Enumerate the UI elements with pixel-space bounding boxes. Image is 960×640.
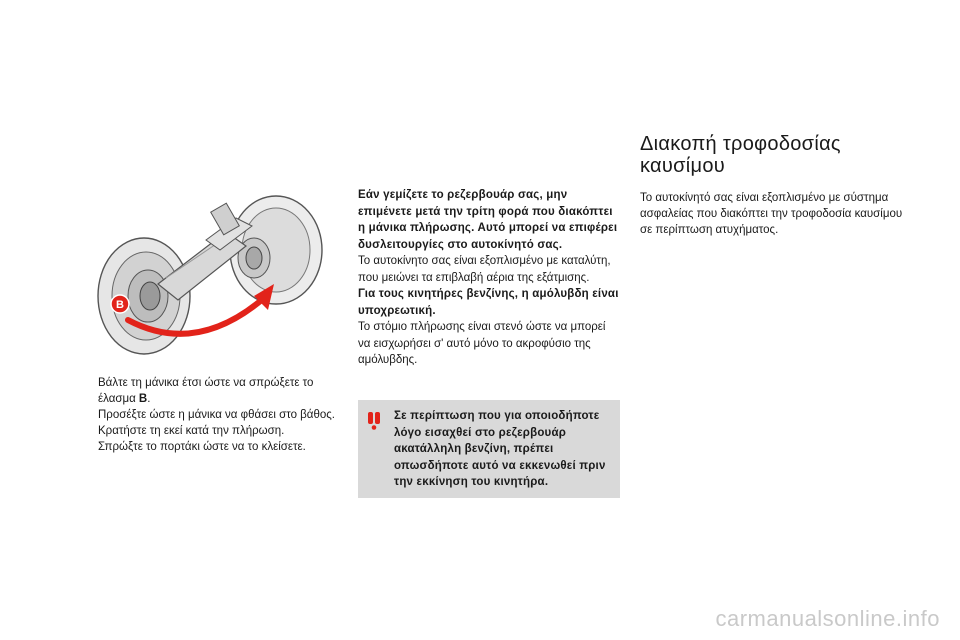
- section-body: Το αυτοκίνητό σας είναι εξοπλισμένο με σύστημα ασφαλείας που διακόπτει την τροφοδοσία καυσίμου σε περίπτωση ατυχήματος.: [640, 192, 903, 236]
- step-tail: .: [147, 393, 151, 405]
- list-item: [76, 375, 346, 407]
- step-emphasis: B: [138, 393, 148, 405]
- catalyst-text: Το αυτοκίνητο σας είναι εξοπλισμένο με καταλύτη, που μειώνει τα επιβλαβή αέρια της εξάτμισης.: [358, 255, 611, 284]
- unleaded-heading: Για τους κινητήρες βενζίνης, η αμόλυβδη είναι υποχρεωτική.: [358, 288, 619, 317]
- watermark: carmanualsonline.info: [715, 606, 940, 631]
- warning-text: Σε περίπτωση που για οποιοδήποτε λόγο εισαχθεί στο ρεζερβουάρ ακατάλληλη βενζίνη, πρέπει οπωσδήποτε αυτό να εκκενωθεί πριν την εκκίνηση του κινητήρα.: [394, 410, 606, 488]
- refuel-notes: [358, 187, 620, 369]
- step-text: Σπρώξτε το πορτάκι ώστε να το κλείσετε.: [98, 441, 306, 453]
- step-text: Προσέξτε ώστε η μάνικα να φθάσει στο βάθος.: [98, 409, 335, 421]
- list-item: [76, 423, 346, 439]
- fuel-filler-illustration: [96, 188, 328, 360]
- refuel-steps-list: [76, 375, 346, 455]
- nozzle-text: Το στόμιο πλήρωσης είναι στενό ώστε να μπορεί να εισχωρήσει σ' αυτό μόνο το ακροφύσιο της αμόλυβδης.: [358, 321, 606, 366]
- fuel-filler-cap-illustration: [96, 188, 328, 360]
- step-text: Κρατήστε τη εκεί κατά την πλήρωση.: [98, 425, 285, 437]
- list-item: [76, 439, 346, 455]
- step-text: Βάλτε τη μάνικα έτσι ώστε να σπρώξετε το έλασμα: [98, 377, 314, 405]
- refuel-warning-text: Εάν γεμίζετε το ρεζερβουάρ σας, μην επιμένετε μετά την τρίτη φορά που διακόπτει η μάνικα πλήρωσης. Αυτό μπορεί να επιφέρει δυσλειτουργίες στο αυτοκίνητό σας.: [358, 189, 618, 251]
- callout-label: B: [116, 299, 124, 311]
- warning-box: [358, 400, 620, 498]
- section-title: Διακοπή τροφοδοσίας καυσίμου: [640, 133, 841, 177]
- warning-exclamation-icon: [366, 412, 382, 430]
- list-item: [76, 407, 346, 423]
